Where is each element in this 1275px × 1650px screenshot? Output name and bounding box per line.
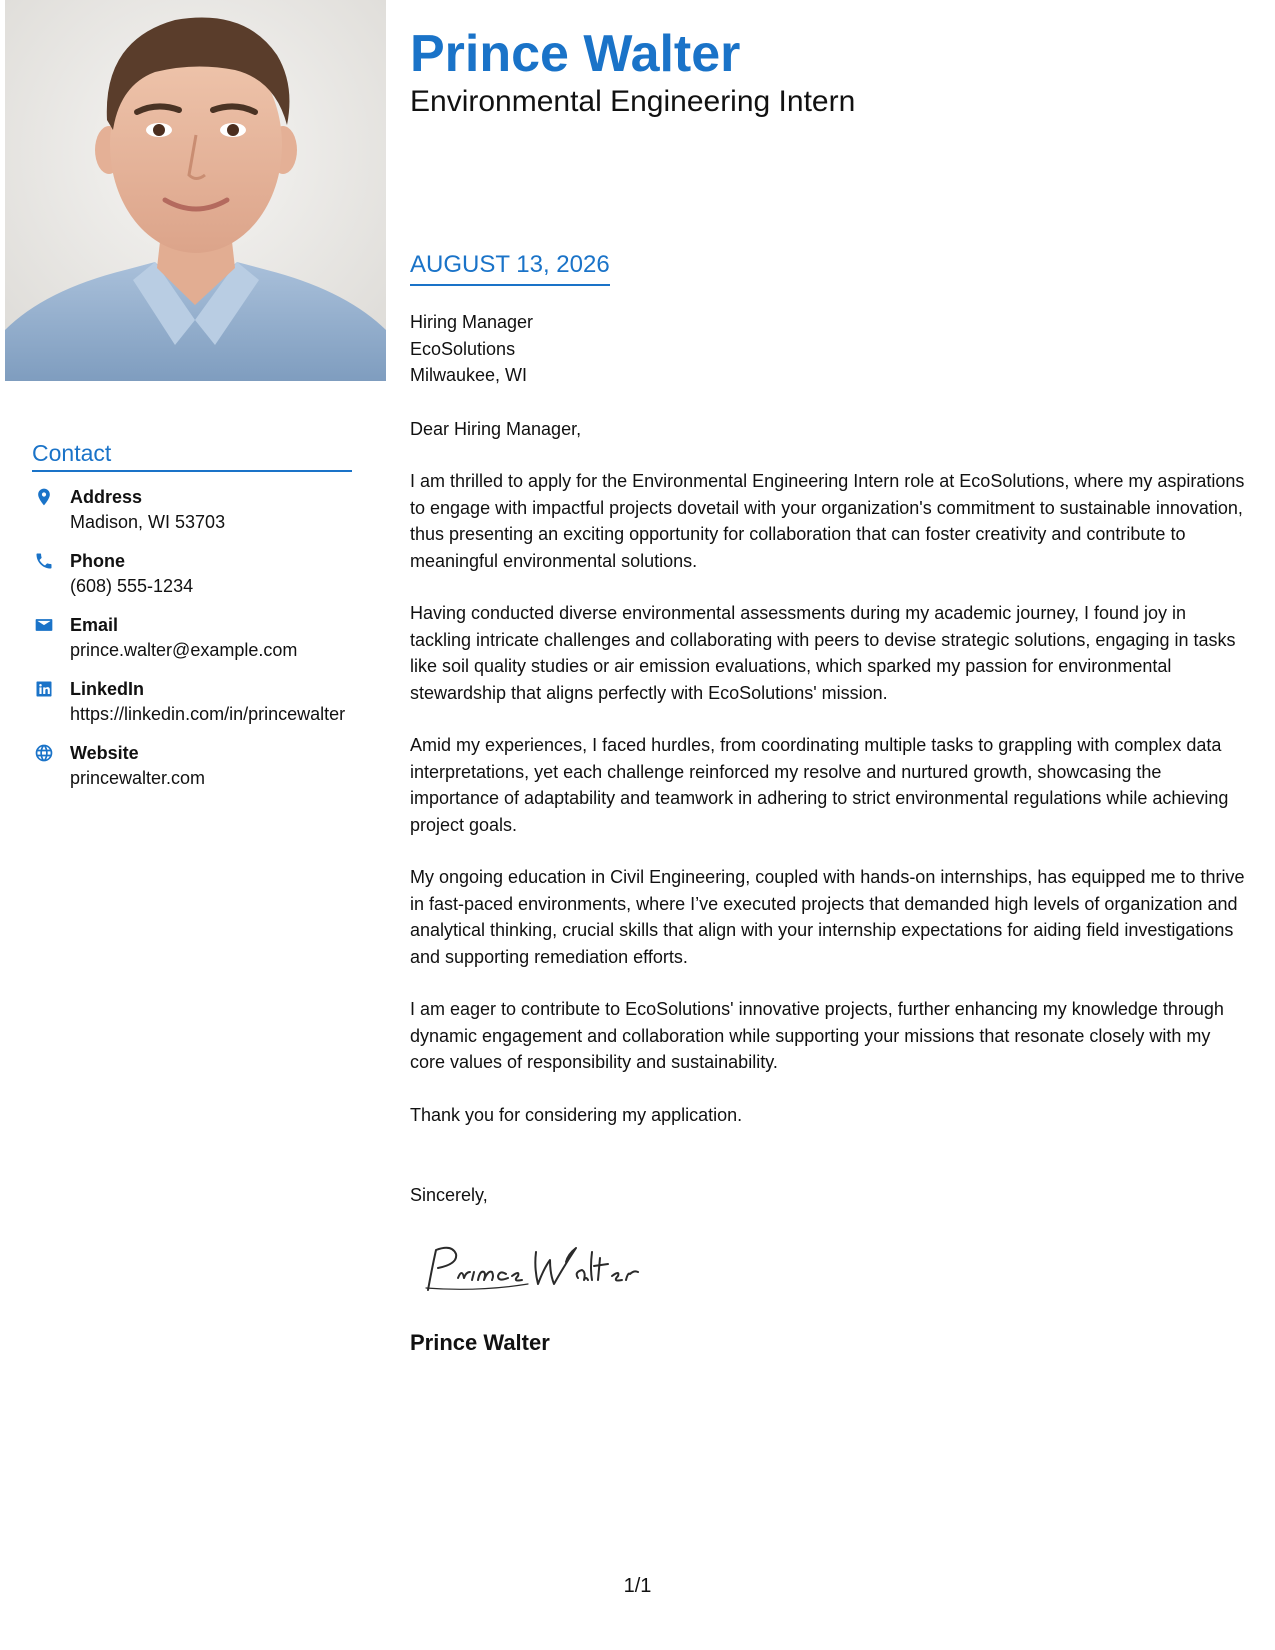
letter-paragraph: Having conducted diverse environmental assessments during my academic journey, I found joy in tackling intricate challenges and collaborating with peers to devise strategic solutions, engaging in tasks like soil quality studies or air emission evaluations, which sparked my passion for environmental stewardship that aligns perfectly with EcoSolutions' mission.: [410, 603, 1236, 703]
contact-label: Phone: [70, 551, 126, 571]
contact-value: Madison, WI 53703: [70, 512, 226, 532]
letter-paragraph: My ongoing education in Civil Engineering, coupled with hands-on internships, has equipped me to thrive in fast-paced environments, where I’ve executed projects that demanded high levels of organization and analytical thinking, crucial skills that align with your internship expectations for aiding field investigations and supporting remediation efforts.: [410, 867, 1245, 967]
recipient-line: Hiring Manager: [410, 312, 534, 332]
applicant-name: Prince Walter: [410, 25, 741, 83]
contact-value[interactable]: prince.walter@example.com: [70, 640, 298, 660]
contact-value: (608) 555-1234: [70, 576, 194, 596]
linkedin-icon: [32, 677, 56, 701]
contact-item-linkedin: [32, 677, 362, 727]
letter-paragraph: Thank you for considering my application.: [410, 1104, 743, 1125]
contact-label: LinkedIn: [70, 679, 145, 699]
phone-icon: [32, 549, 56, 573]
contact-item-email: [32, 613, 362, 663]
recipient-line: Milwaukee, WI: [410, 365, 528, 385]
contact-value[interactable]: https://linkedin.com/in/princewalter: [70, 704, 346, 724]
page-number: 1/1: [623, 1575, 652, 1597]
applicant-title: Environmental Engineering Intern: [410, 85, 856, 118]
profile-photo: [5, 0, 386, 381]
location-pin-icon: [32, 485, 56, 509]
contact-item-phone: [32, 549, 362, 599]
signer-name: Prince Walter: [410, 1330, 550, 1355]
contact-label: Email: [70, 615, 119, 635]
contact-heading: Contact: [32, 440, 352, 472]
globe-icon: [32, 741, 56, 765]
recipient-block: [410, 309, 1245, 389]
contact-label: Address: [70, 487, 143, 507]
letter-paragraph: I am thrilled to apply for the Environmental Engineering Intern role at EcoSolutions, where my aspirations to engage with impactful projects dovetail with your organization's commitment to sustainable innovation, thus presenting an exciting opportunity for collaboration that can foster creativity and contribute to meaningful environmental solutions.: [410, 471, 1245, 571]
recipient-line: EcoSolutions: [410, 338, 516, 359]
letter-date: AUGUST 13, 2026: [410, 250, 610, 286]
closing: Sincerely,: [410, 1185, 488, 1205]
contact-value[interactable]: princewalter.com: [70, 768, 206, 788]
greeting: Dear Hiring Manager,: [410, 418, 582, 439]
contact-item-website: [32, 741, 362, 791]
contact-label: Website: [70, 743, 139, 763]
letter-paragraph: I am eager to contribute to EcoSolutions' innovative projects, further enhancing my knowledge through dynamic engagement and collaboration while supporting your missions that resonate closely with my core values of responsibility and sustainability.: [410, 999, 1224, 1072]
contact-item-address: [32, 485, 362, 535]
contact-list: [32, 485, 362, 805]
email-icon: [32, 613, 56, 637]
letter-paragraph: Amid my experiences, I faced hurdles, from coordinating multiple tasks to grappling with complex data interpretations, yet each challenge reinforced my resolve and nurtured growth, showcasing the importance of adaptability and teamwork in adhering to strict environmental regulations while achieving project goals.: [410, 735, 1229, 835]
letter-body: [410, 309, 1245, 1209]
handwritten-signature: [418, 1238, 658, 1298]
